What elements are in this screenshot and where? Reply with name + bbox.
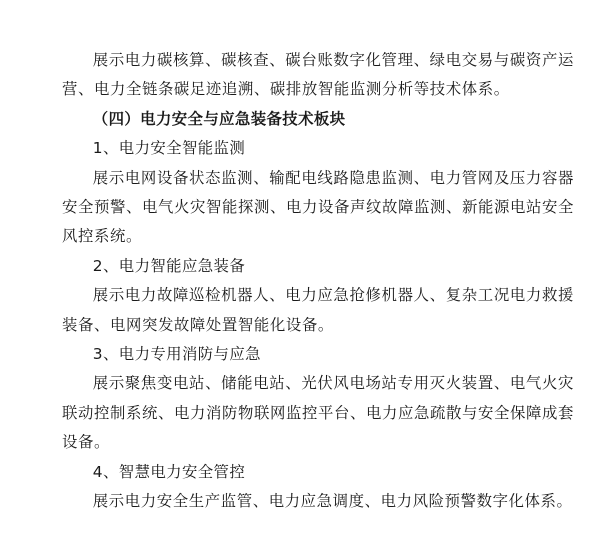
paragraph-carbon-management: 展示电力碳核算、碳核查、碳台账数字化管理、绿电交易与碳资产运营、电力全链条碳足迹追溯、碳排放智能监测分析等技术体系。 [62, 51, 574, 99]
paragraph-emergency-equipment: 展示电力故障巡检机器人、电力应急抢修机器人、复杂工况电力救援装备、电网突发故障处置智能化设备。 [62, 286, 574, 334]
paragraph-fire-emergency: 展示聚焦变电站、储能电站、光伏风电场站专用灭火装置、电气火灾联动控制系统、电力消防物联网监控平台、电力应急疏散与安全保障成套设备。 [62, 374, 574, 452]
paragraph-safety-control: 展示电力安全生产监管、电力应急调度、电力风险预警数字化体系。 [92, 492, 573, 511]
paragraph-safety-monitoring: 展示电网设备状态监测、输配电线路隐患监测、电力管网及压力容器安全预警、电气火灾智能探测、电力设备声纹故障监测、新能源电站安全风控系统。 [62, 168, 574, 246]
subheading-safety-monitoring: 1、电力安全智能监测 [92, 139, 246, 158]
section-heading-safety-emergency: （四）电力安全与应急装备技术板块 [92, 109, 346, 128]
subheading-emergency-equipment: 2、电力智能应急装备 [92, 256, 246, 275]
subheading-safety-control: 4、智慧电力安全管控 [92, 462, 246, 481]
document-page [62, 46, 574, 517]
subheading-fire-emergency: 3、电力专用消防与应急 [92, 345, 261, 364]
